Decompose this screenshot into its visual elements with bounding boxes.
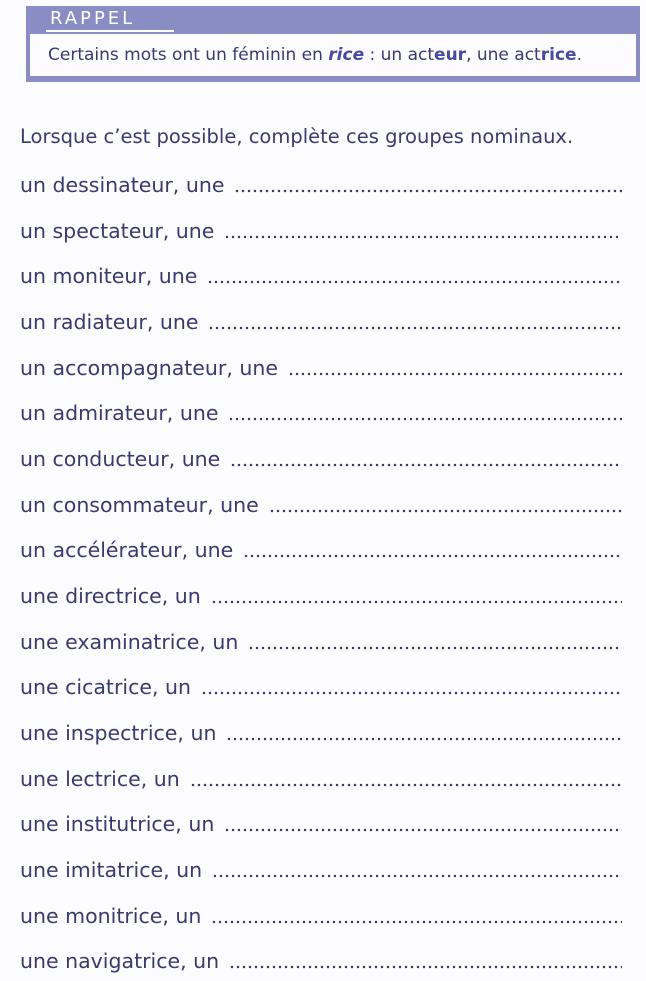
rappel-box xyxy=(26,6,640,84)
exercise-line[interactable] xyxy=(20,168,622,198)
answer-dotted-line[interactable] xyxy=(269,509,622,513)
exercise-line[interactable] xyxy=(20,944,622,974)
exercise-line-label: une lectrice, un xyxy=(20,767,180,791)
rappel-text-end: . xyxy=(576,45,582,65)
answer-dotted-line[interactable] xyxy=(248,646,622,650)
exercise-line[interactable] xyxy=(20,853,622,883)
answer-dotted-line[interactable] xyxy=(228,417,622,421)
rappel-text-eur: eur xyxy=(434,45,467,65)
exercise-line-label: un dessinateur, une xyxy=(20,173,225,197)
rappel-header xyxy=(26,6,640,34)
answer-dotted-line[interactable] xyxy=(224,235,622,239)
exercise-line-label: un spectateur, une xyxy=(20,219,215,243)
exercise-line-label: une institutrice, un xyxy=(20,812,215,836)
rappel-title: RAPPEL xyxy=(50,8,136,29)
answer-dotted-line[interactable] xyxy=(211,600,622,604)
rappel-content xyxy=(26,34,640,82)
exercise-line-label: une cicatrice, un xyxy=(20,675,191,699)
answer-dotted-line[interactable] xyxy=(226,737,622,741)
instruction: Lorsque c’est possible, complète ces groupes nominaux. xyxy=(20,125,574,148)
rappel-text-before: Certains mots ont un féminin en xyxy=(48,45,329,65)
exercise-line-label: un accompagnateur, une xyxy=(20,356,278,380)
exercise-line-label: un radiateur, une xyxy=(20,310,199,334)
answer-dotted-line[interactable] xyxy=(288,372,622,376)
rappel-title-underline xyxy=(46,30,174,32)
exercise-line[interactable] xyxy=(20,899,622,929)
exercise-line[interactable] xyxy=(20,214,622,244)
exercise-line-label: un consommateur, une xyxy=(20,493,259,517)
answer-dotted-line[interactable] xyxy=(190,783,622,787)
answer-dotted-line[interactable] xyxy=(208,326,622,330)
answer-dotted-line[interactable] xyxy=(234,189,622,193)
answer-dotted-line[interactable] xyxy=(224,828,622,832)
exercise-line-label: un conducteur, une xyxy=(20,447,221,471)
exercise-line-label: une examinatrice, un xyxy=(20,630,239,654)
exercise-line-label: une inspectrice, un xyxy=(20,721,217,745)
rappel-text-rice: rice xyxy=(328,45,365,65)
exercise-line-label: une directrice, un xyxy=(20,584,201,608)
answer-dotted-line[interactable] xyxy=(212,874,622,878)
exercise-line[interactable] xyxy=(20,259,622,289)
rappel-text-after: , une act xyxy=(466,45,541,65)
answer-dotted-line[interactable] xyxy=(211,920,622,924)
exercise-line[interactable] xyxy=(20,442,622,472)
exercise-line-label: un moniteur, une xyxy=(20,264,198,288)
exercise-line-label: une imitatrice, un xyxy=(20,858,203,882)
answer-dotted-line[interactable] xyxy=(230,463,622,467)
exercise-line[interactable] xyxy=(20,305,622,335)
exercise-line[interactable] xyxy=(20,351,622,381)
exercise-line[interactable] xyxy=(20,716,622,746)
rappel-text-middle: : un act xyxy=(364,45,435,65)
exercise-line[interactable] xyxy=(20,625,622,655)
exercise-line-label: un admirateur, une xyxy=(20,401,219,425)
exercise-line[interactable] xyxy=(20,807,622,837)
exercise-line[interactable] xyxy=(20,488,622,518)
answer-dotted-line[interactable] xyxy=(201,691,622,695)
rappel-text xyxy=(48,45,582,65)
answer-dotted-line[interactable] xyxy=(207,280,622,284)
exercise-line-label: une navigatrice, un xyxy=(20,949,220,973)
answer-dotted-line[interactable] xyxy=(243,554,622,558)
exercise-line-label: un accélérateur, une xyxy=(20,538,234,562)
exercise-line-label: une monitrice, un xyxy=(20,904,202,928)
exercise-line[interactable] xyxy=(20,762,622,792)
exercise-line[interactable] xyxy=(20,670,622,700)
rappel-text-rice2: rice xyxy=(540,45,577,65)
exercise-line[interactable] xyxy=(20,579,622,609)
answer-dotted-line[interactable] xyxy=(229,965,622,969)
exercise-line[interactable] xyxy=(20,533,622,563)
exercise-line[interactable] xyxy=(20,396,622,426)
